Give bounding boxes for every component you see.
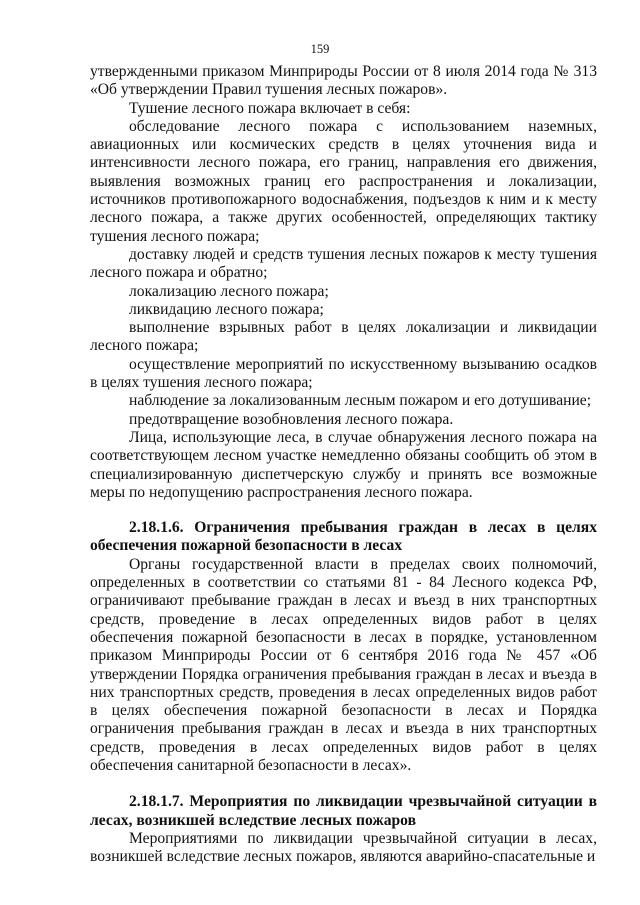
- page-body: [90, 63, 597, 866]
- paragraph: Лица, использующие леса, в случае обнаружения лесного пожара на соответствующем лесном участке немедленно обязаны сообщить об этом в специализированную диспетчерскую службу и принять все возможные меры по недопущению распространения лесного пожара.: [90, 428, 597, 501]
- section-paragraph: Мероприятиями по ликвидации чрезвычайной ситуации в лесах, возникшей вследствие лесных пожаров, являются аварийно-спасательные и: [90, 829, 597, 866]
- section-paragraph: Органы государственной власти в пределах своих полномочий, определенных в соответствии со статьями 81 - 84 Лесного кодекса РФ, ограничивают пребывание граждан в лесах и въезд в них транспортных средств, проведение в лесах определенных видов работ в целях обеспечения пожарной безопасности в лесах в порядке, установленном приказом Минприроды России от 6 сентября 2016 года № 457 «Об утверждении Порядка ограничения пребывания граждан в лесах и въезда в них транспортных средств, проведения в лесах определенных видов работ в целях обеспечения пожарной безопасности в лесах и Порядка ограничения пребывания граждан в лесах и въезда в них транспортных средств, проведения в лесах определенных видов работ в целях обеспечения санитарной безопасности в лесах».: [90, 555, 597, 774]
- paragraph: предотвращение возобновления лесного пожара.: [129, 410, 454, 428]
- paragraph: наблюдение за локализованным лесным пожаром и его дотушивание;: [129, 392, 592, 410]
- paragraph: доставку людей и средств тушения лесных пожаров к месту тушения лесного пожара и обратно;: [90, 245, 597, 282]
- paragraph: локализацию лесного пожара;: [129, 282, 329, 300]
- section-heading: 2.18.1.6. Ограничения пребывания граждан в лесах в целях обеспечения пожарной безопасности в лесах: [90, 519, 597, 555]
- paragraph: Тушение лесного пожара включает в себя:: [129, 99, 411, 117]
- page-number: 159: [310, 42, 330, 56]
- paragraph: утвержденными приказом Минприроды России от 8 июля 2014 года № 313 «Об утверждении Правил тушения лесных пожаров».: [90, 63, 597, 99]
- paragraph: осуществление мероприятий по искусственному вызыванию осадков в целях тушения лесного пожара;: [90, 355, 597, 392]
- paragraph: выполнение взрывных работ в целях локализации и ликвидации лесного пожара;: [90, 319, 597, 355]
- paragraph: ликвидацию лесного пожара;: [129, 300, 324, 318]
- paragraph: обследование лесного пожара с использованием наземных, авиационных или космических средств в целях уточнения вида и интенсивности лесного пожара, его границ, направления его движения, выявления возможных границ его распространения и локализации, источников противопожарного водоснабжения, подъездов к ним и к месту лесного пожара, а также других особенностей, определяющих тактику тушения лесного пожара;: [90, 117, 597, 245]
- section-heading: 2.18.1.7. Мероприятия по ликвидации чрезвычайной ситуации в лесах, возникшей вследствие лесных пожаров: [90, 793, 597, 829]
